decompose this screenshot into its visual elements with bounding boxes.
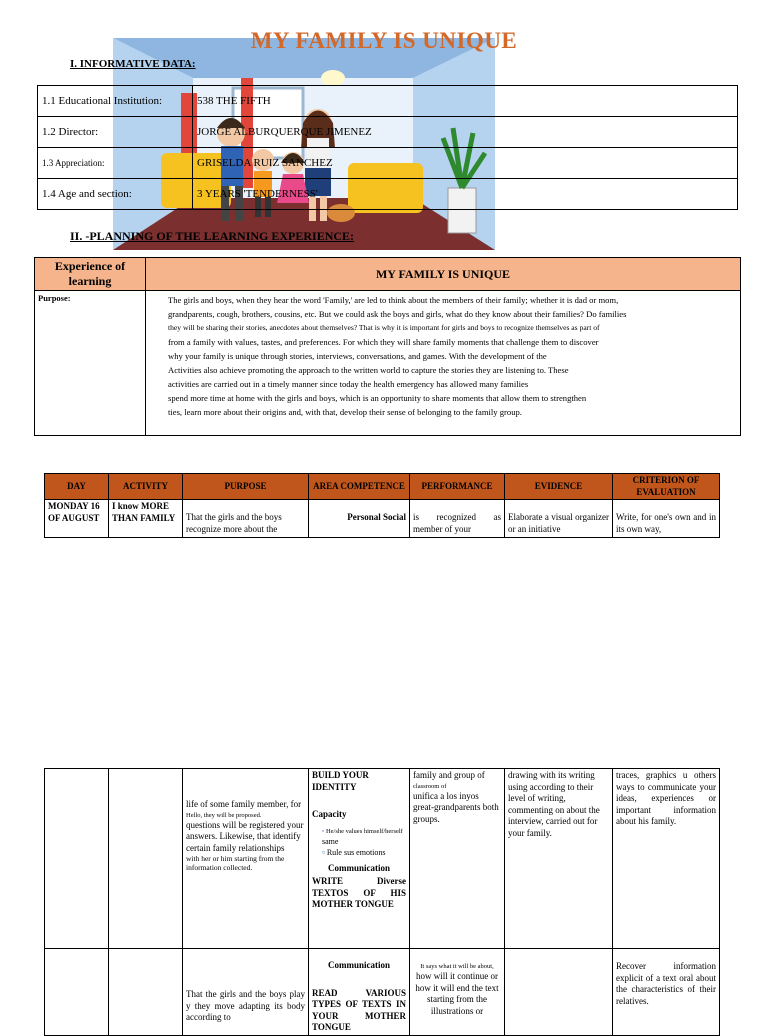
header-day: DAY [45,474,109,500]
cell-activity: I know MORE THAN FAMILY [109,500,183,538]
cell-performance [410,949,505,1036]
area-build-identity: BUILD YOUR IDENTITY [312,770,369,792]
capacity-item-cont: same [322,836,339,846]
area-capacity: Capacity [312,809,347,819]
purpose-line: ties, learn more about their origins and, with that, develop their sense of belonging to the family group. [168,407,522,417]
area-write: WRITE Diverse TEXTOS OF HIS MOTHER TONGUE [312,876,406,909]
purpose-text [146,291,741,436]
purpose-text-b: Hello, they will be proposed. [186,811,262,819]
purpose-line: Activities also achieve promoting the approach to the written world to capture the stories they are listening to. These [168,365,569,375]
capacity-item: ▫ He/she values himself/herself [322,827,403,835]
header-activity: ACTIVITY [109,474,183,500]
header-purpose: PURPOSE [183,474,309,500]
activity-table [44,473,720,538]
perf-text-b: how will it continue or how it will end the text starting from the illustrations or [415,971,499,1016]
capacity-list [312,827,406,859]
area-read: READ VARIOUS TYPES OF TEXTS IN YOUR MOTHER TONGUE [312,987,406,1032]
cell-purpose [183,769,309,949]
plan-header-left: Experience of learning [35,258,146,291]
header-evidence: EVIDENCE [505,474,613,500]
table-row [45,769,720,949]
planning-table [34,257,741,436]
area-communication: Communication [327,862,390,873]
cell-area: Personal Social [309,500,410,538]
cell-criterion: Write, for one's own and in its own way, [613,500,720,538]
info-value: 3 YEARS 'TENDERNESS' [193,179,738,210]
cell-area [309,769,410,949]
purpose-text-d: with her or him starting from the information collected. [186,854,285,872]
table-row [38,86,738,117]
table-row [38,179,738,210]
bullet-icon: ▫ [322,848,325,857]
purpose-line: The girls and boys, when they hear the word 'Family,' are led to think about the members of their family; whether it is dad or mom, [168,295,619,305]
info-label: 1.3 Appreciation: [38,148,193,179]
perf-text-c: unifica a los inyos great-grandparents both groups. [413,790,499,824]
purpose-line: spend more time at home with the girls and boys, which is an opportunity to share moments that allow them to strengthen [168,393,587,403]
header-area-competence: AREA COMPETENCE [309,474,410,500]
cell-criterion: traces, graphics u others ways to communicate your ideas, experiences or important information about his family. [613,769,720,949]
cell-performance: is recognized as member of your [410,500,505,538]
purpose-line: grandparents, cough, brothers, cousins, etc. But we could ask the boys and girls, what do they know about their families? Do families [168,309,627,319]
purpose-line: from a family with values, tastes, and preferences. For which they will share family moments that challenge them to discover [168,337,599,347]
info-label: 1.4 Age and section: [38,179,193,210]
info-label: 1.2 Director: [38,117,193,148]
cell-evidence: drawing with its writing using according to their level of writing, commenting on about the interview, carried out for your family. [505,769,613,949]
cell-criterion: Recover information explicit of a text oral about the characteristics of their relatives. [613,949,720,1036]
info-label: 1.1 Educational Institution: [38,86,193,117]
cell-purpose: That the girls and the boys play y they move adapting its body according to [183,949,309,1036]
section-informative-data: I. INFORMATIVE DATA: [70,58,196,70]
bullet-icon: ▫ [322,827,325,835]
info-value: JORGE ALBURQUERQUE JIMENEZ [193,117,738,148]
header-performance: PERFORMANCE [410,474,505,500]
perf-text-b: classroom of [413,782,447,790]
table-row [38,117,738,148]
purpose-line: why your family is unique through stories, interviews, conversations, and games. With the development of the [168,351,547,361]
cell-evidence: Elaborate a visual organizer or an initiative [505,500,613,538]
cell-purpose: That the girls and the boys recognize more about the [183,500,309,538]
cell-area [309,949,410,1036]
purpose-text-a: life of some family member, for [186,799,302,809]
cell-day: MONDAY 16 OF AUGUST [45,500,109,538]
activity-table-continued [44,768,720,1036]
purpose-line: activities are carried out in a timely manner since today the health emergency has allowed many families [168,379,529,389]
perf-text-a: family and group of [413,770,485,780]
header-criterion: CRITERION OF EVALUATION [613,474,720,500]
cell-activity [109,769,183,949]
cell-day [45,949,109,1036]
table-row [38,148,738,179]
cell-day [45,769,109,949]
table-row [45,500,720,538]
page-title: MY FAMILY IS UNIQUE [250,28,518,53]
plan-header-right: MY FAMILY IS UNIQUE [146,258,741,291]
cell-performance [410,769,505,949]
purpose-text-c: questions will be registered your answers. Likewise, that identify certain family relationships [186,819,304,853]
capacity-item: ▫ Rule sus emotions [322,848,386,857]
perf-text-a: It says what it will be about, [420,963,494,970]
info-value: GRISELDA RUIZ SANCHEZ [193,148,738,179]
informative-data-table [37,85,738,210]
section-planning: II. -PLANNING OF THE LEARNING EXPERIENCE: [70,229,355,243]
area-communication: Communication [327,960,390,970]
purpose-line: they will be sharing their stories, anecdotes about themselves? That is why it is important for girls and boys to recognize themselves as part of [168,323,600,332]
table-row [45,949,720,1036]
cell-evidence [505,949,613,1036]
info-value: 538 THE FIFTH [193,86,738,117]
purpose-label: Purpose: [35,291,146,436]
cell-activity [109,949,183,1036]
